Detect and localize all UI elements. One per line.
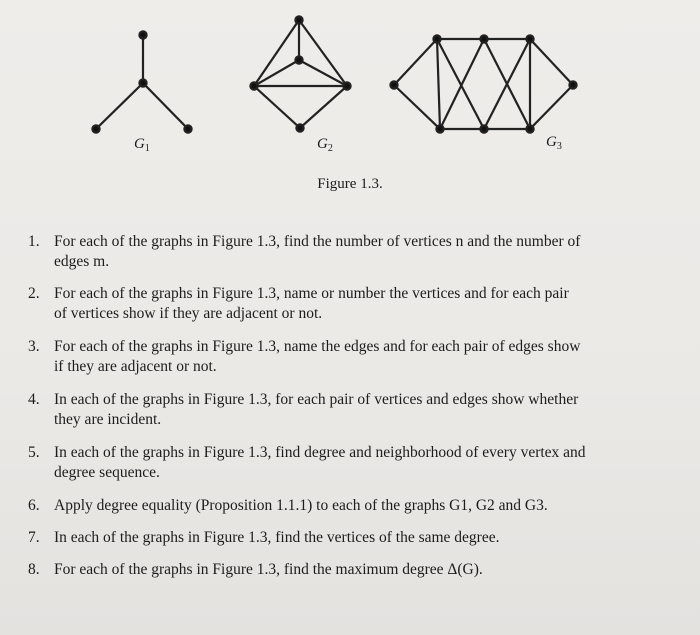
exercise-number: 1.: [28, 233, 40, 250]
exercise-item: [28, 284, 668, 324]
exercise-line: In each of the graphs in Figure 1.3, find degree and neighborhood of every vertex and: [54, 444, 586, 461]
graph-g2: [250, 16, 350, 131]
exercise-item: [28, 443, 668, 483]
exercise-item: [28, 337, 668, 377]
exercise-item: [28, 528, 668, 548]
vertex: [436, 125, 443, 132]
exercise-line: they are incident.: [54, 411, 162, 428]
graph-g1: [92, 31, 191, 132]
vertex: [296, 124, 303, 131]
exercise-line: For each of the graphs in Figure 1.3, name the edges and for each pair of edges show: [54, 338, 581, 355]
vertex: [526, 125, 533, 132]
vertex: [480, 125, 487, 132]
vertex: [295, 56, 302, 63]
exercise-number: 2.: [28, 285, 40, 302]
vertex: [139, 31, 146, 38]
graph-label-g2: $G_2$: [317, 136, 333, 154]
exercise-item: [28, 496, 668, 516]
vertex: [526, 35, 533, 42]
exercise-line: For each of the graphs in Figure 1.3, find the maximum degree Δ(G).: [54, 561, 483, 578]
exercise-number: 4.: [28, 391, 40, 408]
exercise-line: if they are adjacent or not.: [54, 358, 217, 375]
exercise-number: 8.: [28, 561, 40, 578]
exercise-line: In each of the graphs in Figure 1.3, for each pair of vertices and edges show whether: [54, 391, 579, 408]
vertex: [480, 35, 487, 42]
exercise-line: Apply degree equality (Proposition 1.1.1) to each of the graphs G1, G2 and G3.: [54, 497, 548, 514]
vertex: [250, 82, 257, 89]
figure-1-3: [0, 0, 700, 175]
exercise-line: In each of the graphs in Figure 1.3, find the vertices of the same degree.: [54, 529, 500, 546]
exercise-list: [28, 232, 668, 580]
exercise-number: 5.: [28, 444, 40, 461]
exercise-item: [28, 560, 668, 580]
vertex: [92, 125, 99, 132]
exercise-line: For each of the graphs in Figure 1.3, find the number of vertices n and the number of: [54, 233, 581, 250]
vertex: [295, 16, 302, 23]
exercise-number: 7.: [28, 529, 40, 546]
vertex: [433, 35, 440, 42]
vertex: [184, 125, 191, 132]
vertex: [390, 81, 397, 88]
graph-label-g1: $G_1$: [134, 136, 150, 154]
exercise-line: of vertices show if they are adjacent or not.: [54, 305, 323, 322]
graph-g3: [390, 35, 576, 132]
figure-caption: Figure 1.3.: [317, 176, 383, 192]
exercise-line: degree sequence.: [54, 464, 160, 481]
exercise-item: [28, 232, 668, 272]
exercise-line: edges m.: [54, 253, 110, 270]
exercise-number: 6.: [28, 497, 40, 514]
graph-label-g3: $G_3$: [546, 134, 562, 152]
vertex: [343, 82, 350, 89]
exercise-number: 3.: [28, 338, 40, 355]
vertex: [139, 79, 146, 86]
exercise-item: [28, 390, 668, 430]
vertex: [569, 81, 576, 88]
exercise-line: For each of the graphs in Figure 1.3, name or number the vertices and for each pair: [54, 285, 569, 302]
